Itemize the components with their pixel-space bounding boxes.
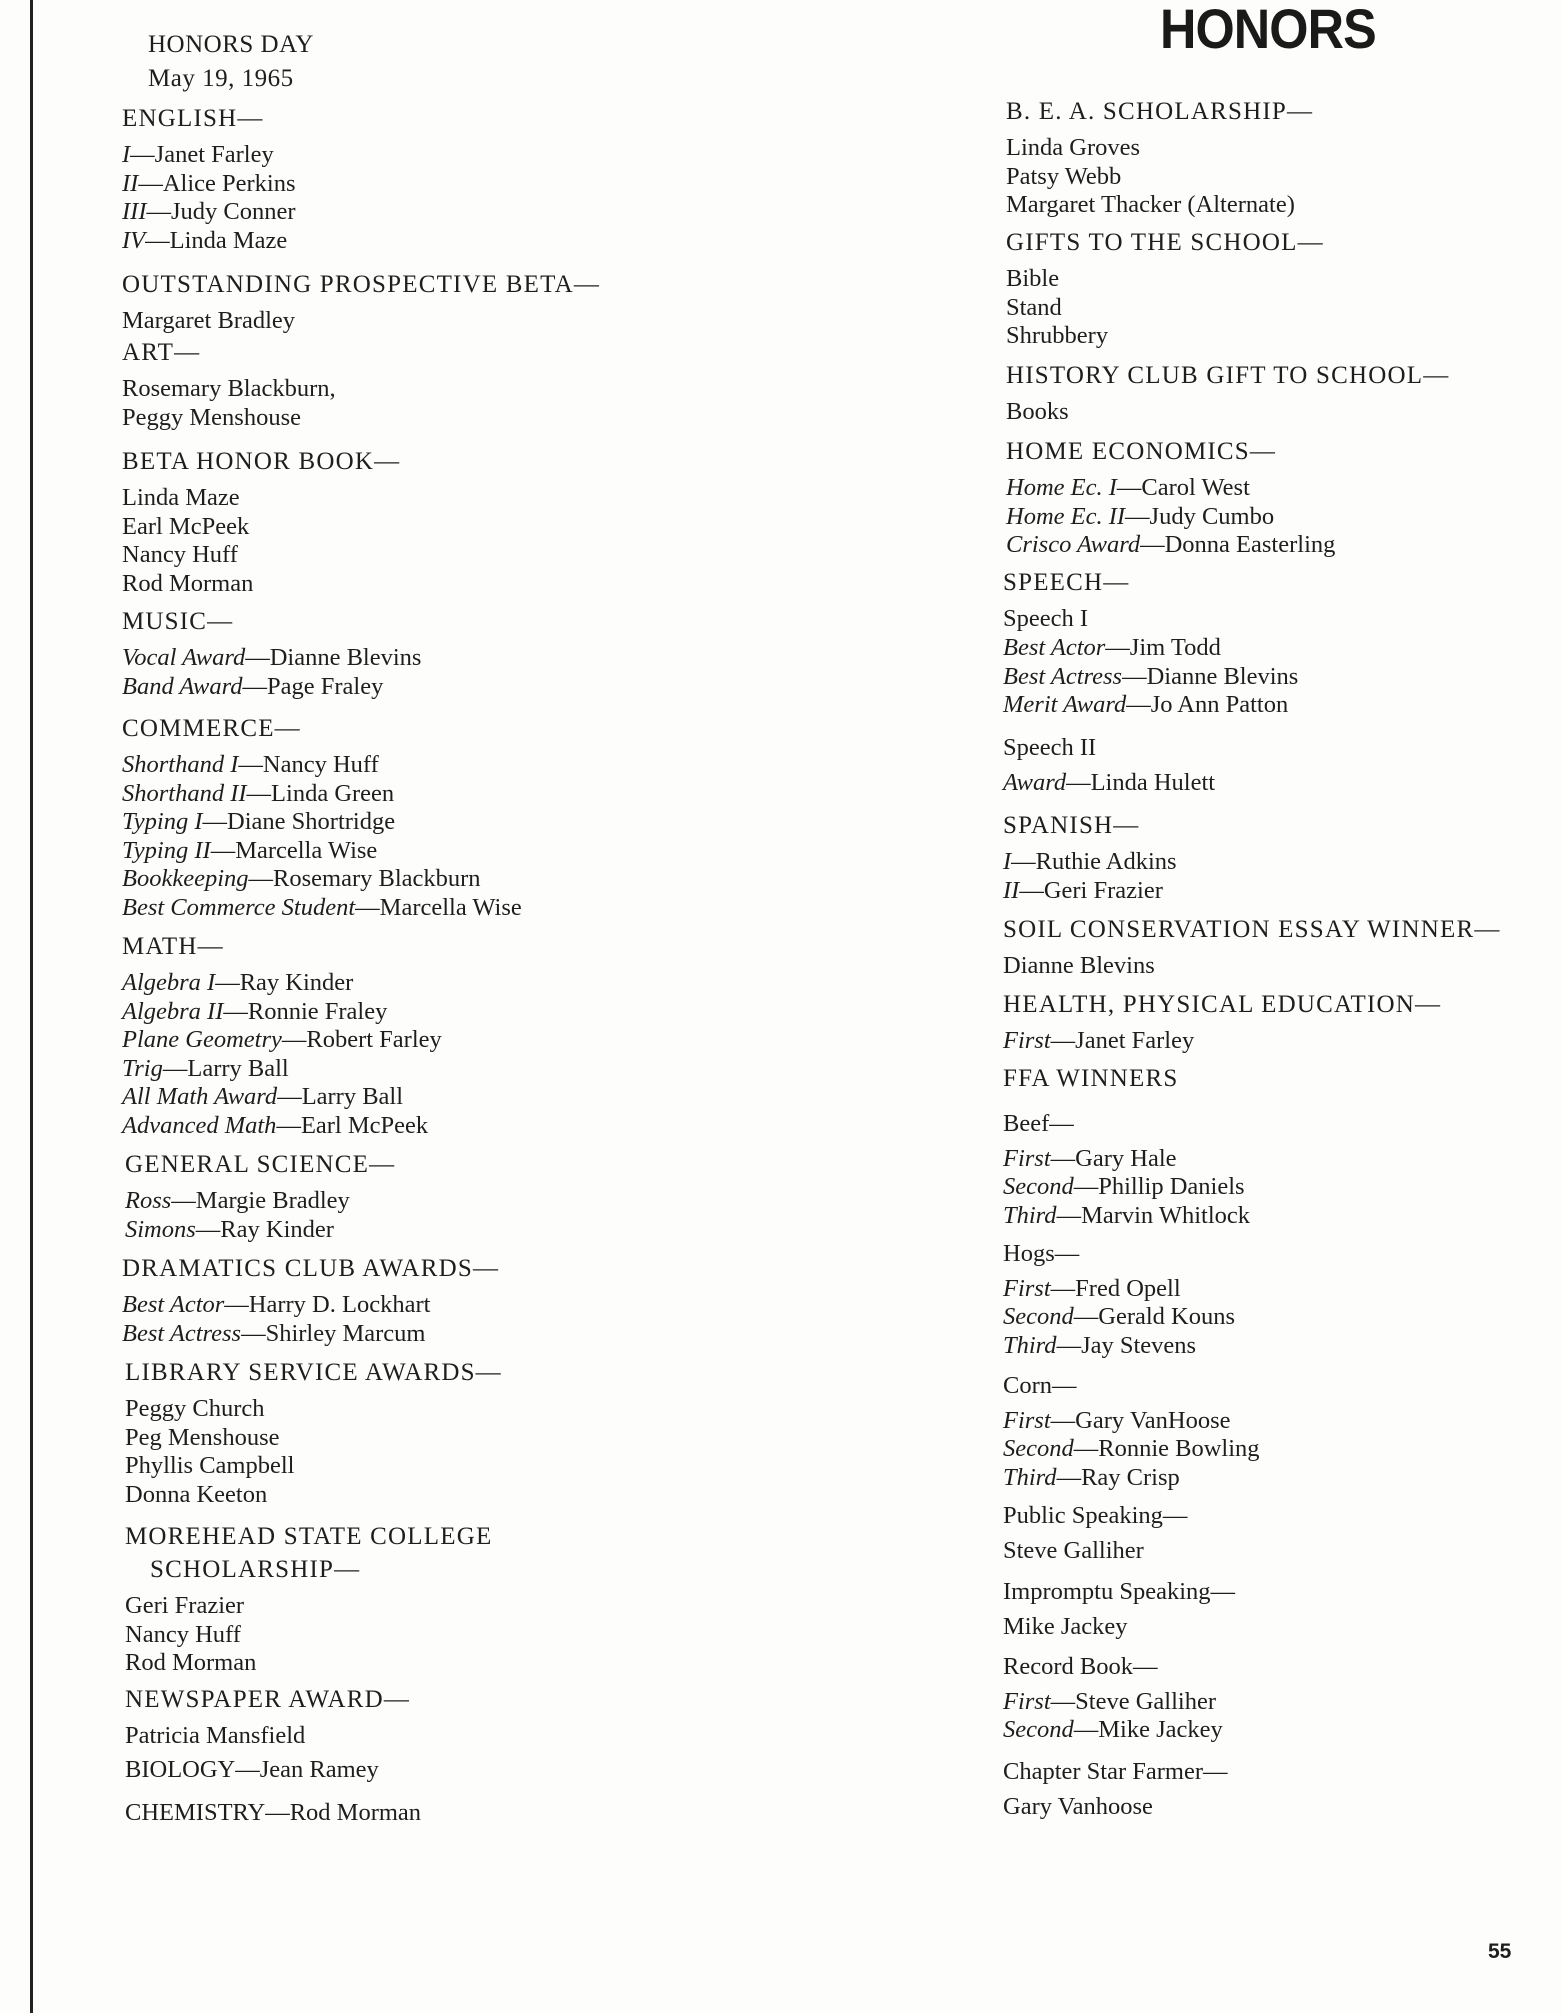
section-heading: HOME ECONOMICS— [1006,438,1277,465]
honor-entry [122,198,296,227]
dash-separator: — [1050,1027,1076,1054]
section-heading: BETA HONOR BOOK— [122,448,401,475]
honor-entry [122,1320,499,1349]
award-label: Algebra I [122,969,216,996]
honor-entry [1006,191,1313,220]
honor-entry [1003,1303,1235,1332]
dash-separator: — [1066,768,1091,796]
honor-entry [122,1083,442,1112]
recipient-name: Shirley Marcum [265,1319,426,1347]
honor-section [125,1520,492,1678]
section-heading: Corn— [1003,1372,1077,1399]
section-heading: GENERAL SCIENCE— [125,1151,396,1178]
recipient-name: Rod Morman [122,569,254,597]
award-label: Second [1003,1173,1074,1200]
section-heading: Chapter Star Farmer— [1003,1758,1228,1785]
honor-entry [1003,1435,1260,1464]
section-heading: OUTSTANDING PROSPECTIVE BETA— [122,271,601,298]
honor-section [125,1756,379,1785]
award-label: IV [122,226,146,254]
section-heading: Public Speaking— [1003,1502,1188,1529]
honor-entry [1006,474,1335,503]
recipient-name: Gary Hale [1075,1144,1177,1172]
award-label: Band Award [122,672,243,700]
award-label: I [1003,848,1012,875]
dash-separator: — [210,836,236,864]
award-label: Best Actress [122,1319,242,1347]
honor-entry [122,375,336,404]
dash-separator: — [171,1187,196,1214]
honor-entry [1006,265,1324,294]
recipient-name: Fred Opell [1075,1274,1181,1302]
honor-entry [125,1649,492,1678]
honor-entry [125,1216,395,1245]
honor-entry [1003,634,1298,663]
honor-entry [1006,531,1335,560]
section-heading-continued: SCHOLARSHIP— [150,1556,361,1583]
section-heading: SPANISH— [1003,812,1140,839]
recipient-name: Ray Crisp [1081,1463,1180,1491]
honor-section [125,1799,421,1828]
award-label: III [122,198,147,225]
honor-entry [122,227,296,256]
recipient-name: Harry D. Lockhart [248,1291,431,1318]
honor-entry [122,570,400,599]
honor-section [1003,1578,1235,1641]
honor-entry [1003,769,1215,798]
honor-entry [122,780,522,809]
award-label: Merit Award [1003,691,1127,718]
honor-entry [1003,1275,1235,1304]
dash-separator: — [145,226,170,254]
recipient-name: Phyllis Campbell [125,1452,295,1479]
recipient-name: Jim Todd [1129,634,1221,661]
dash-separator: — [1073,1716,1099,1743]
honor-entry [122,141,296,170]
dash-separator: — [1050,1274,1076,1302]
page-number: 55 [1488,1940,1512,1963]
award-label: Plane Geometry [122,1026,282,1053]
award-label: Home Ec. II [1006,502,1126,530]
award-label: Vocal Award [122,644,246,671]
section-heading: ART— [122,339,201,366]
section-heading: HISTORY CLUB GIFT TO SCHOOL— [1006,362,1450,389]
recipient-name: Speech I [1003,605,1089,632]
honor-entry [122,751,522,780]
section-heading: Beef— [1003,1110,1074,1137]
section-heading: FFA WINNERS [1003,1065,1179,1092]
dash-separator: — [1050,1406,1076,1434]
recipient-name: Peg Menshouse [125,1423,280,1451]
section-heading: DRAMATICS CLUB AWARDS— [122,1255,500,1282]
recipient-name: Earl McPeek [300,1111,429,1139]
recipient-name: Rosemary Blackburn, [122,375,336,402]
honor-entry [125,1481,502,1510]
award-label: Typing II [122,836,211,864]
honor-entry [122,513,400,542]
recipient-name: Gary Vanhoose [1003,1792,1153,1820]
recipient-name: Nancy Huff [262,751,379,778]
honor-entry [1003,1613,1235,1642]
section-heading: GIFTS TO THE SCHOOL— [1006,229,1324,256]
recipient-name: Page Fraley [266,672,384,700]
dash-separator: — [130,141,155,168]
award-label: I [122,141,131,168]
honor-entry [1003,952,1501,981]
dash-separator: — [162,1054,188,1082]
honor-section [122,102,296,255]
honor-section [1003,1653,1223,1745]
honor-section [1006,95,1313,220]
award-label: Advanced Math [122,1111,277,1139]
honor-entry [122,541,400,570]
page-title: HONORS [1160,0,1376,60]
dash-separator: — [1126,691,1151,718]
dash-separator: — [1050,1687,1076,1715]
honor-entry [122,865,522,894]
recipient-name: Nancy Huff [122,541,238,568]
section-heading: MATH— [122,933,224,960]
award-label: First [1003,1274,1051,1302]
honor-entry [122,404,336,433]
recipient-name: Ruthie Adkins [1035,848,1177,875]
recipient-name: Larry Ball [301,1083,404,1110]
honor-section [1003,1062,1179,1095]
event-header [148,28,314,96]
recipient-name: Judy Cumbo [1149,502,1275,530]
section-heading: Record Book— [1003,1653,1158,1680]
recipient-name: Dianne Blevins [1003,952,1155,979]
recipient-name: Linda Groves [1006,134,1141,161]
award-label: Second [1003,1716,1074,1743]
recipient-name: Bible [1006,265,1060,292]
recipient-name: Gerald Kouns [1098,1303,1236,1330]
honor-section [1006,435,1335,560]
recipient-name: Rod Morman [125,1649,257,1676]
honor-section [1003,1758,1228,1821]
honor-entry [1003,691,1298,720]
recipient-name: Gary VanHoose [1075,1406,1231,1434]
dash-separator: — [1019,876,1044,904]
dash-separator: — [277,1083,302,1110]
honor-entry [1006,294,1324,323]
dash-separator: — [281,1026,307,1053]
honor-section [1003,1502,1187,1565]
section-heading: NEWSPAPER AWARD— [125,1686,411,1713]
honor-entry [1003,1173,1250,1202]
honor-entry [122,484,400,513]
recipient-name: Dianne Blevins [1146,662,1299,690]
event-title: HONORS DAY [148,31,314,58]
honor-entry [1003,1027,1441,1056]
award-label: Second [1003,1303,1074,1330]
recipient-name: Linda Maze [169,226,288,254]
award-label: All Math Award [122,1083,278,1110]
recipient-name: Shrubbery [1006,322,1109,349]
recipient-name: Carol West [1141,474,1250,501]
honor-section [122,712,522,922]
honor-entry [122,837,522,866]
section-heading: Impromptu Speaking— [1003,1578,1236,1605]
dash-separator: — [246,779,272,807]
recipient-name: Margaret Thacker (Alternate) [1006,191,1295,218]
honor-entry [122,969,442,998]
binding-edge [30,0,33,2013]
honor-section [1003,913,1501,981]
honor-entry [1006,503,1335,532]
event-date: May 19, 1965 [148,65,294,92]
award-label: Crisco Award [1006,531,1141,558]
section-heading: LIBRARY SERVICE AWARDS— [125,1359,502,1386]
honor-section [1006,359,1449,427]
section-heading: B. E. A. SCHOLARSHIP— [1006,98,1314,125]
recipient-name: Earl McPeek [122,512,250,540]
honor-entry [1006,398,1449,427]
recipient-name: Ronnie Fraley [247,997,388,1025]
honor-section [1003,1240,1235,1360]
section-heading: CHEMISTRY—Rod Morman [125,1799,422,1826]
award-label: Second [1003,1435,1074,1462]
award-label: First [1003,1687,1051,1715]
section-heading: MUSIC— [122,608,234,635]
honor-entry [1006,163,1313,192]
section-heading: SPEECH— [1003,569,1130,596]
award-label: Third [1003,1201,1057,1229]
recipient-name: Nancy Huff [125,1620,241,1648]
recipient-name: Rosemary Blackburn [273,865,481,892]
honor-entry [125,1592,492,1621]
dash-separator: — [1116,474,1142,501]
honor-entry [1003,663,1298,692]
award-label: Trig [122,1054,163,1082]
recipient-name: Jay Stevens [1081,1331,1197,1359]
honor-entry [122,1055,442,1084]
dash-separator: — [1011,848,1036,875]
honor-section [1003,1110,1250,1230]
dash-separator: — [1050,1144,1076,1172]
section-heading: BIOLOGY—Jean Ramey [125,1756,379,1783]
recipient-name: Stand [1006,293,1062,321]
recipient-name: Geri Frazier [1043,876,1163,904]
honor-section [1003,566,1129,634]
honor-section [1003,988,1441,1056]
dash-separator: — [1105,634,1130,661]
dash-separator: — [1056,1463,1082,1491]
honor-entry [1003,1464,1260,1493]
honor-section [1003,734,1215,797]
honor-entry [1003,1407,1260,1436]
honor-entry [122,894,522,923]
award-label: Algebra II [122,997,224,1025]
dash-separator: — [238,751,263,778]
recipient-name: Linda Green [271,779,395,807]
recipient-name: Mike Jackey [1098,1716,1223,1743]
section-heading: Speech II [1003,734,1097,761]
award-label: Ross [125,1187,172,1214]
honor-section [125,1683,410,1751]
recipient-name: Linda Hulett [1090,768,1216,796]
honor-section [122,605,421,701]
recipient-name: Diane Shortridge [227,808,396,835]
honor-entry [125,1424,502,1453]
recipient-name: Donna Keeton [125,1480,268,1508]
section-heading: Hogs— [1003,1240,1080,1267]
honor-entry [1006,322,1324,351]
honor-section [1003,1372,1260,1492]
honor-entry [1003,1537,1187,1566]
dash-separator: — [215,969,240,996]
award-label: Shorthand II [122,779,247,807]
honor-section [122,930,442,1140]
recipient-name: Books [1006,398,1069,425]
recipient-name: Dianne Blevins [269,644,422,671]
recipient-name: Judy Conner [170,198,296,225]
section-heading: MOREHEAD STATE COLLEGE [125,1523,493,1550]
section-heading: COMMERCE— [122,715,301,742]
honor-entry [1003,1145,1250,1174]
recipient-name: Geri Frazier [125,1592,245,1619]
recipient-name: Janet Farley [154,141,274,168]
honor-section [122,445,400,598]
recipient-name: Peggy Menshouse [122,403,301,431]
dash-separator: — [146,198,171,225]
dash-separator: — [276,1111,301,1139]
honor-entry [122,998,442,1027]
honor-entry [122,808,522,837]
award-label: Award [1003,768,1067,796]
dash-separator: — [224,1291,249,1318]
dash-separator: — [1073,1173,1099,1200]
dash-separator: — [248,865,274,892]
honor-section [122,336,336,432]
recipient-name: Patsy Webb [1006,162,1122,190]
honor-entry [1006,134,1313,163]
honor-entry [122,307,600,336]
honor-section [1003,634,1298,720]
honor-section [122,1252,499,1348]
recipient-name: Larry Ball [187,1054,289,1082]
honor-section [1003,809,1177,905]
dash-separator: — [202,808,228,835]
honor-section [1006,226,1324,351]
honor-entry [1003,1332,1235,1361]
dash-separator: — [138,169,163,197]
section-heading: HEALTH, PHYSICAL EDUCATION— [1003,991,1442,1018]
award-label: II [1003,876,1020,904]
award-label: First [1003,1406,1051,1434]
dash-separator: — [1056,1201,1082,1229]
dash-separator: — [1125,502,1150,530]
honor-entry [1003,1716,1223,1745]
award-label: First [1003,1144,1051,1172]
recipient-name: Ray Kinder [239,969,354,996]
honor-entry [125,1187,395,1216]
recipient-name: Mike Jackey [1003,1612,1128,1640]
honor-entry [122,1112,442,1141]
dash-separator: — [1056,1331,1082,1359]
dash-separator: — [1073,1303,1099,1330]
honor-entry [122,1026,442,1055]
recipient-name: Steve Galliher [1075,1687,1216,1715]
recipient-name: Patricia Mansfield [125,1722,306,1749]
recipient-name: Steve Galliher [1003,1536,1144,1564]
honor-entry [122,170,296,199]
award-label: Shorthand I [122,751,239,778]
honor-entry [1003,1688,1223,1717]
dash-separator: — [242,672,267,700]
award-label: Third [1003,1463,1057,1491]
honor-entry [1003,1793,1228,1822]
section-heading: SOIL CONSERVATION ESSAY WINNER— [1003,916,1501,943]
recipient-name: Robert Farley [306,1026,442,1053]
award-label: Best Commerce Student [122,893,356,921]
award-label: Third [1003,1331,1057,1359]
honor-entry [1003,848,1177,877]
dash-separator: — [241,1319,266,1347]
award-label: Typing I [122,808,203,835]
honor-section [125,1148,395,1244]
award-label: Best Actor [1003,634,1106,661]
honor-entry [125,1722,410,1751]
recipient-name: Alice Perkins [162,169,296,197]
honor-entry [122,644,421,673]
honor-entry [1003,877,1177,906]
honor-entry [125,1395,502,1424]
recipient-name: Jo Ann Patton [1150,691,1289,718]
award-label: Home Ec. I [1006,474,1117,501]
dash-separator: — [223,997,248,1025]
recipient-name: Ronnie Bowling [1098,1435,1260,1462]
honor-entry [1003,1202,1250,1231]
award-label: II [122,169,139,197]
dash-separator: — [1122,662,1147,690]
dash-separator: — [355,893,380,921]
recipient-name: Marcella Wise [379,893,522,921]
honor-section [122,268,600,336]
honor-entry [122,1291,499,1320]
recipient-name: Ray Kinder [220,1215,334,1243]
recipient-name: Margaret Bradley [122,307,296,334]
recipient-name: Linda Maze [122,484,240,511]
recipient-name: Phillip Daniels [1098,1173,1245,1200]
dash-separator: — [1140,531,1165,558]
award-label: Best Actress [1003,662,1123,690]
recipient-name: Janet Farley [1075,1027,1195,1054]
recipient-name: Donna Easterling [1164,531,1336,558]
dash-separator: — [195,1215,221,1243]
award-label: Simons [125,1215,196,1243]
honor-entry [125,1452,502,1481]
award-label: Best Actor [122,1291,225,1318]
recipient-name: Margie Bradley [195,1187,350,1214]
recipient-name: Marcella Wise [235,836,378,864]
award-label: Bookkeeping [122,865,249,892]
recipient-name: Marvin Whitlock [1081,1201,1251,1229]
recipient-name: Peggy Church [125,1395,265,1422]
honor-entry [1003,605,1129,634]
dash-separator: — [1073,1435,1099,1462]
honor-section [125,1356,502,1509]
section-heading: ENGLISH— [122,105,264,132]
honor-entry [125,1621,492,1650]
honor-entry [122,673,421,702]
dash-separator: — [245,644,270,671]
award-label: First [1003,1027,1051,1054]
